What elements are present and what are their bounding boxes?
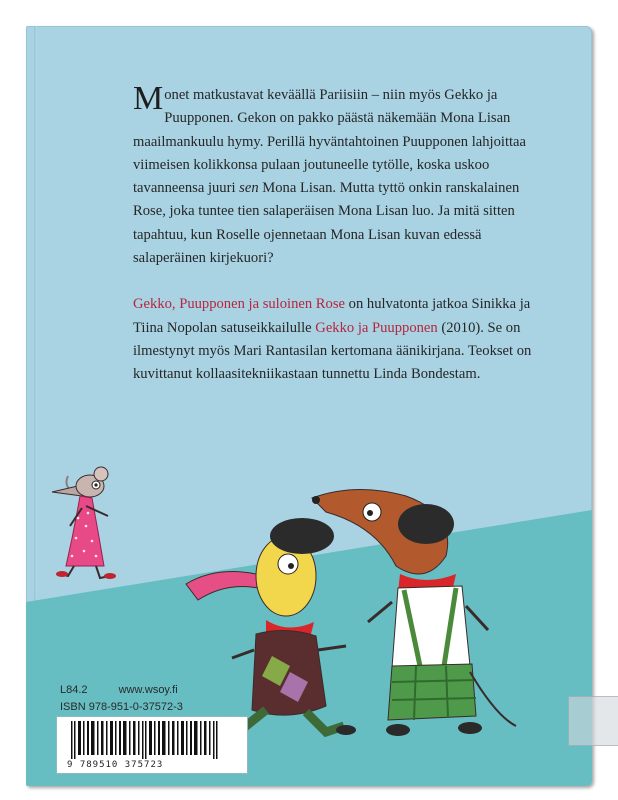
gekko-bird-illustration (186, 518, 356, 735)
classification-code: L84.2 (60, 684, 88, 696)
characters-illustration (26, 26, 592, 786)
barcode-digits: 9 789510 375723 (67, 760, 164, 770)
book-back-cover (26, 26, 592, 786)
isbn-line: ISBN 978-951-0-37572-3 (60, 701, 183, 713)
sticker-residue (568, 696, 618, 746)
drop-cap: M (133, 80, 164, 117)
publisher-website: www.wsoy.fi (118, 684, 178, 696)
blurb-paragraph-1: Monet matkustavat keväällä Pariisiin – niin myös Gekko ja Puupponen. Gekon on pakko päästä näkemään Mona Lisan maailmankuulu hymy. Perillä hyväntahtoinen Puupponen lahjoittaa viimeisen kolikkonsa pulaan joutuneelle tytölle, koska uskoo tavanneensa juuri sen Mona Lisan. Mutta tyttö onkin ranskalainen Rose, joka tuntee tien salaperäisen Mona Lisan luo. Ja mitä sitten tapahtuu, kun Roselle ojennetaan Mona Lisan kuvan edessä salaperäinen kirjekuori? (133, 80, 527, 267)
prior-book-title-mention: Gekko ja Puupponen (315, 319, 438, 336)
book-title-mention: Gekko, Puupponen ja suloinen Rose (133, 296, 345, 313)
rose-mouse-illustration (52, 467, 116, 579)
barcode-icon (57, 717, 247, 761)
puupponen-dachshund-illustration (312, 489, 516, 736)
blurb-paragraph-2: Gekko, Puupponen ja suloinen Rose on hulvatonta jatkoa Sinikka ja Tiina Nopolan satuseikkailulle Gekko ja Puupponen (2010). Se on ilmestynyt myös Mari Rantasilan kertomana äänikirjana. Teokset on kuvittanut kollaasitekniikastaan tunnettu Linda Bondestam. (133, 296, 532, 383)
barcode-label (56, 716, 248, 774)
classification-line (60, 684, 178, 696)
